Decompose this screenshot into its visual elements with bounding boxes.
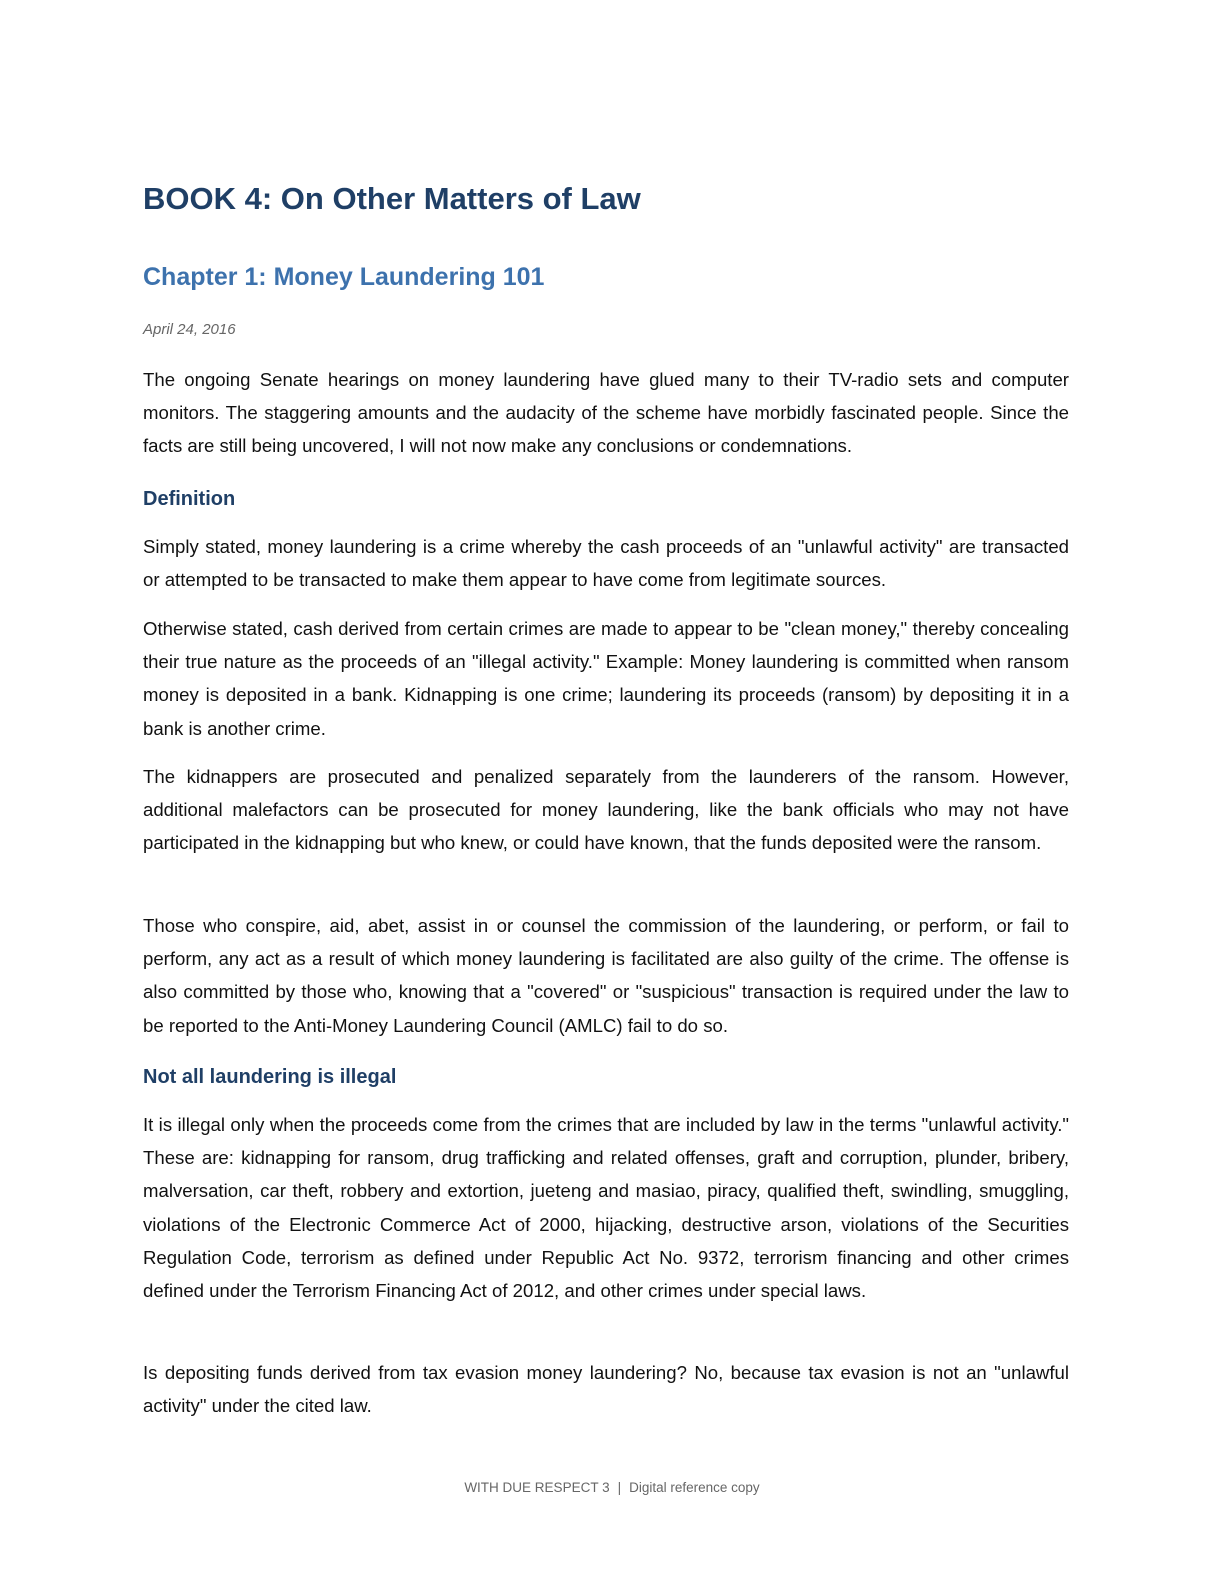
definition-paragraph-2: Otherwise stated, cash derived from certain crimes are made to appear to be "clean money," thereby concealing their true nature as the proceeds of an "illegal activity." Example: Money laundering is committed when ransom money is deposited in a bank. Kidnapping is one crime; laundering its proceeds (ransom) by depositing it in a bank is another crime. [143,618,1069,739]
chapter-title: Chapter 1: Money Laundering 101 [143,263,545,291]
footer-running-title: WITH DUE RESPECT 3 [464,1480,610,1495]
book-title: BOOK 4: On Other Matters of Law [143,181,641,216]
illegal-paragraph-2: Is depositing funds derived from tax evasion money laundering? No, because tax evasion is not an "unlawful activity" under the cited law. [143,1362,1069,1417]
section-heading-not-all-illegal: Not all laundering is illegal [143,1066,397,1088]
section-heading-definition: Definition [143,488,236,510]
intro-paragraph: The ongoing Senate hearings on money laundering have glued many to their TV-radio sets and computer monitors. The staggering amounts and the audacity of the scheme have morbidly fascinated people. Since the facts are still being uncovered, I will not now make any conclusions or condemnations. [143,369,1069,457]
definition-paragraph-1: Simply stated, money laundering is a crime whereby the cash proceeds of an "unlawful activity" are transacted or attempted to be transacted to make them appear to have come from legitimate sources. [143,536,1069,591]
page-footer [0,1480,1224,1495]
illegal-paragraph-1: It is illegal only when the proceeds come from the crimes that are included by law in the terms "unlawful activity." These are: kidnapping for ransom, drug trafficking and related offenses, graft and corruption, plunder, bribery, malversation, car theft, robbery and extortion, jueteng and masiao, piracy, qualified theft, swindling, smuggling, violations of the Electronic Commerce Act of 2000, hijacking, destructive arson, violations of the Securities Regulation Code, terrorism as defined under Republic Act No. 9372, terrorism financing and other crimes defined under the Terrorism Financing Act of 2012, and other crimes under special laws. [143,1114,1069,1302]
definition-paragraph-3: The kidnappers are prosecuted and penalized separately from the launderers of the ransom. However, additional malefactors can be prosecuted for money laundering, like the bank officials who may not have participated in the kidnapping but who knew, or could have known, that the funds deposited were the ransom. [143,766,1069,854]
footer-copy-note: Digital reference copy [629,1480,760,1495]
footer-separator: | [617,1480,622,1495]
publication-date: April 24, 2016 [143,321,236,338]
definition-paragraph-4: Those who conspire, aid, abet, assist in or counsel the commission of the laundering, or perform, or fail to perform, any act as a result of which money laundering is facilitated are also guilty of the crime. The offense is also committed by those who, knowing that a "covered" or "suspicious" transaction is required under the law to be reported to the Anti-Money Laundering Council (AMLC) fail to do so. [143,915,1069,1036]
